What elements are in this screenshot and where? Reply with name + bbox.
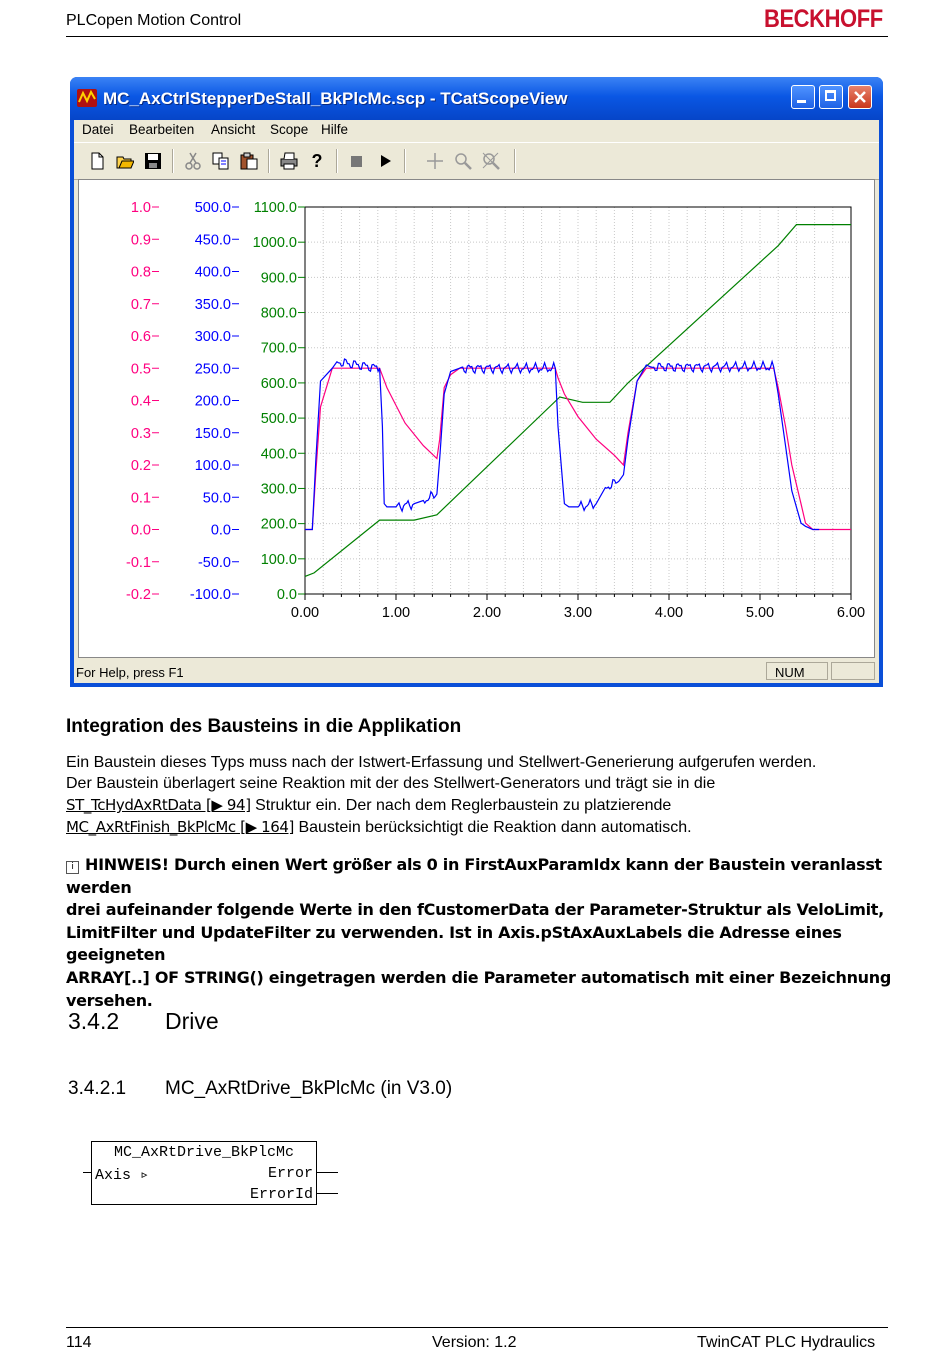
resize-grip[interactable] [831, 662, 875, 680]
close-icon [853, 90, 867, 104]
y-tick-label: 350.0 [194, 296, 231, 313]
menu-ansicht[interactable]: Ansicht [211, 122, 256, 137]
x-tick-label: 4.00 [654, 605, 684, 621]
print-icon[interactable] [280, 152, 298, 170]
paragraph-text: Baustein berücksichtigt die Reaktion dann automatisch. [294, 819, 692, 836]
section-number-342: 3.4.2 [68, 1008, 120, 1034]
section-number-3421: 3.4.2.1 [68, 1078, 127, 1099]
note-box [66, 854, 896, 1012]
y-tick-label: 0.3 [130, 425, 151, 442]
footer-version: Version: 1.2 [432, 1334, 517, 1351]
y-tick-label: 600.0 [260, 375, 297, 392]
link-st-tchydaxrtdata[interactable]: ST_TcHydAxRtData [▶ 94] [66, 796, 251, 814]
y-tick-label: 450.0 [194, 232, 231, 249]
y-tick-label: 900.0 [260, 270, 297, 287]
paragraph-line: Der Baustein überlagert seine Reaktion mit der des Stellwert-Generators und trägt sie in die [66, 775, 716, 792]
y-tick-label: 100.0 [260, 551, 297, 568]
menu-hilfe[interactable]: Hilfe [321, 122, 349, 137]
footer-product: TwinCAT PLC Hydraulics [697, 1334, 876, 1351]
menu-bar [74, 120, 879, 140]
info-icon: i [66, 861, 79, 874]
y-tick-label: 500.0 [194, 200, 231, 216]
toolbar [74, 142, 879, 180]
paragraph-line [66, 795, 896, 816]
zoom-icon[interactable] [454, 152, 472, 170]
menu-bearbeiten[interactable]: Bearbeiten [129, 122, 195, 137]
y-tick-label: 0.6 [130, 329, 151, 345]
y-tick-label: 250.0 [194, 361, 231, 378]
y-tick-label: 0.4 [130, 393, 151, 410]
y-tick-label: 1100.0 [253, 200, 297, 216]
y-tick-label: 800.0 [260, 305, 297, 322]
paragraph-line: Ein Baustein dieses Typs muss nach der Istwert-Erfassung und Stellwert-Generierung aufgerufen werden. [66, 754, 817, 771]
y-tick-label: 0.0 [130, 522, 151, 539]
x-tick-label: 2.00 [472, 605, 502, 621]
window-client [74, 120, 879, 683]
crosshair-icon[interactable] [426, 152, 444, 170]
x-tick-label: 1.00 [381, 605, 411, 621]
note-line: LimitFilter und UpdateFilter zu verwenden. Ist in Axis.pStAxAuxLabels die Adresse eines geeigneten [66, 922, 842, 965]
footer-page-number: 114 [66, 1334, 92, 1351]
y-tick-label: 100.0 [194, 458, 231, 474]
minimize-button[interactable] [791, 85, 815, 109]
status-bar [74, 661, 879, 683]
minimize-icon [797, 100, 806, 103]
play-icon[interactable] [376, 152, 394, 170]
scope-chart[interactable] [79, 180, 874, 657]
section-title-drive: Drive [165, 1008, 219, 1034]
cut-icon[interactable] [184, 152, 202, 170]
y-tick-label: 400.0 [194, 264, 231, 281]
beckhoff-logo: BECKHOFF [764, 5, 883, 33]
paragraph-line [66, 817, 896, 838]
note-line: ARRAY[..] OF STRING() eingetragen werden die Parameter automatisch mit einer Bezeichnung [66, 967, 891, 987]
y-tick-label: 0.1 [130, 490, 151, 507]
menu-datei[interactable]: Datei [82, 122, 114, 137]
zoom-reset-icon[interactable] [482, 152, 500, 170]
y-tick-label: -0.2 [126, 587, 151, 603]
y-tick-label: 1.0 [130, 200, 151, 216]
scope-app-icon [76, 87, 98, 109]
x-tick-label: 0.00 [290, 605, 320, 621]
y-tick-label: 400.0 [260, 446, 297, 463]
scope-plot[interactable] [78, 179, 875, 658]
stop-icon[interactable] [348, 152, 366, 170]
y-tick-label: 500.0 [260, 411, 297, 428]
fb-output-error: Error [267, 1165, 313, 1182]
y-tick-label: 150.0 [194, 425, 231, 442]
y-tick-label: 1000.0 [252, 235, 297, 252]
save-icon[interactable] [144, 152, 162, 170]
window-titlebar[interactable] [70, 77, 883, 120]
y-tick-label: 0.0 [276, 587, 297, 603]
y-tick-label: 0.2 [130, 458, 151, 474]
note-line: versehen. [66, 990, 153, 1010]
x-tick-label: 5.00 [745, 605, 775, 621]
fb-output-errorid: ErrorId [249, 1186, 313, 1203]
note-line: HINWEIS! Durch einen Wert größer als 0 in FirstAuxParamIdx kann der Baustein veranlasst werden [66, 855, 882, 897]
y-tick-label: 200.0 [194, 393, 231, 410]
link-mc-axrtfinish[interactable]: MC_AxRtFinish_BkPlcMc [▶ 164] [66, 818, 294, 836]
plot-frame [305, 207, 851, 594]
menu-scope[interactable]: Scope [270, 122, 309, 137]
scope-window [70, 77, 883, 687]
y-tick-label: -100.0 [189, 587, 231, 603]
window-title: MC_AxCtrlStepperDeStall_BkPlcMc.scp - TCatScopeView [103, 89, 568, 108]
section-heading-integration: Integration des Bausteins in die Applikation [66, 716, 462, 737]
maximize-button[interactable] [819, 85, 843, 109]
y-tick-label: 0.8 [130, 264, 151, 281]
close-button[interactable] [848, 85, 872, 109]
footer-rule [66, 1327, 888, 1328]
open-folder-icon[interactable] [116, 152, 134, 170]
new-file-icon[interactable] [88, 152, 106, 170]
status-num-indicator: NUM [766, 662, 828, 680]
fb-output-pin-errorid [316, 1193, 338, 1194]
maximize-icon [825, 90, 836, 101]
y-tick-label: 200.0 [260, 516, 297, 533]
y-tick-label: 0.0 [210, 522, 231, 539]
series-setpoint-magenta [305, 368, 851, 529]
section-title-mc-axrtdrive: MC_AxRtDrive_BkPlcMc (in V3.0) [165, 1078, 453, 1099]
paragraph-text: Struktur ein. Der nach dem Reglerbaustein zu platzierende [250, 797, 672, 814]
note-line: drei aufeinander folgende Werte in den fCustomerData der Parameter-Struktur als VeloLimit, [66, 900, 884, 920]
y-tick-label: 0.7 [130, 296, 151, 313]
fb-output-pin-error [316, 1172, 338, 1173]
status-text: For Help, press F1 [76, 665, 184, 680]
y-tick-label: 700.0 [260, 340, 297, 357]
y-tick-label: 300.0 [260, 481, 297, 498]
x-tick-label: 6.00 [836, 605, 866, 621]
y-tick-label: -0.1 [126, 554, 151, 571]
header-rule [66, 36, 888, 37]
y-tick-label: 0.5 [130, 361, 151, 378]
function-block [91, 1141, 317, 1205]
help-icon[interactable]: ? [311, 151, 323, 171]
y-tick-label: -50.0 [197, 554, 231, 571]
fb-name: MC_AxRtDrive_BkPlcMc [113, 1144, 295, 1161]
y-tick-label: 300.0 [194, 329, 231, 345]
fb-input-axis: Axis ▹ [95, 1167, 150, 1184]
copy-icon[interactable] [212, 152, 230, 170]
x-tick-label: 3.00 [563, 605, 593, 621]
y-tick-label: 0.9 [130, 232, 151, 249]
y-tick-label: 50.0 [202, 490, 231, 507]
paste-icon[interactable] [240, 152, 258, 170]
header-title: PLCopen Motion Control [66, 12, 242, 29]
